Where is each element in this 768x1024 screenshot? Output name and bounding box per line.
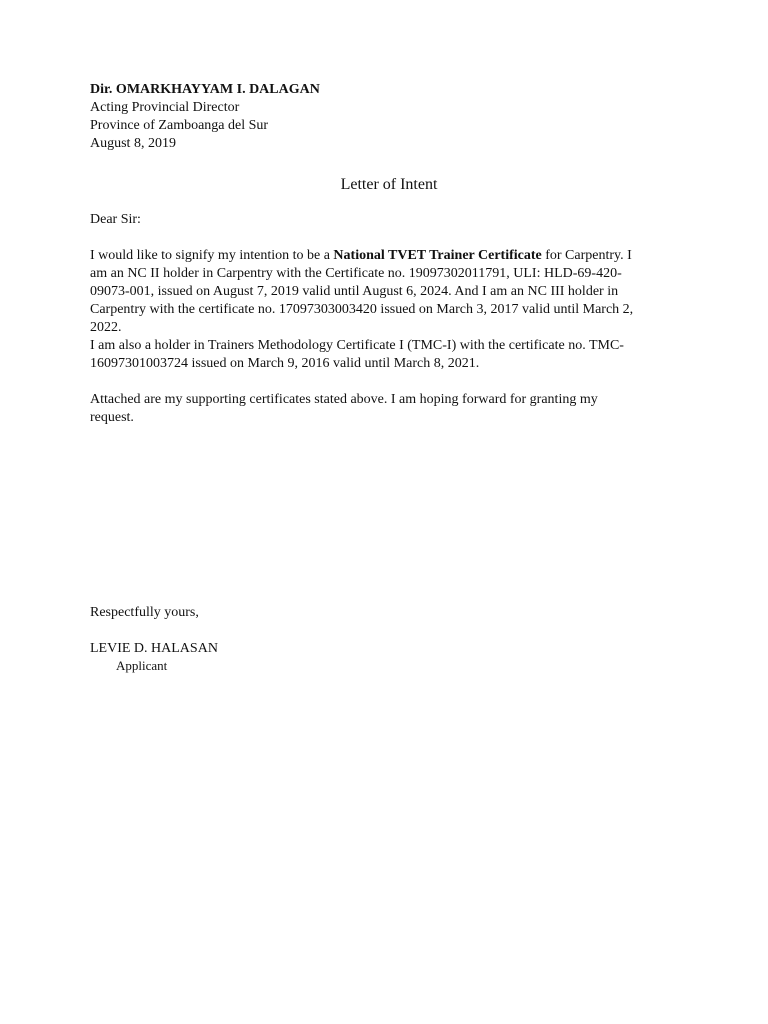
signature-role: Applicant [116,658,168,673]
paragraph1-line5: 2022. [90,320,122,335]
closing: Respectfully yours, [90,605,199,620]
paragraph1-line1-post: for Carpentry. I [541,248,632,263]
paragraph1-line2: am an NC II holder in Carpentry with the Certificate no. 19097302011791, ULI: HLD-69-420- [90,266,622,281]
paragraph1-line3: 09073-001, issued on August 7, 2019 valid until August 6, 2024. And I am an NC III holder in [90,284,619,299]
paragraph2-line1: Attached are my supporting certificates stated above. I am hoping forward for granting my [90,392,598,407]
paragraph1-line1 [90,247,632,265]
paragraph1-line1-pre: I would like to signify my intention to be a [90,248,334,263]
letter-date: August 8, 2019 [90,136,176,151]
certificate-name: National TVET Trainer Certificate [333,248,542,263]
paragraph2-line2: request. [90,410,134,425]
signature-name: LEVIE D. HALASAN [90,641,218,656]
paragraph1-line4: Carpentry with the certificate no. 17097303003420 issued on March 3, 2017 valid until March 2, [90,302,634,317]
paragraph1-line6: I am also a holder in Trainers Methodology Certificate I (TMC-I) with the certificate no. TMC- [90,338,624,353]
paragraph1-line7: 16097301003724 issued on March 9, 2016 valid until March 8, 2021. [90,356,480,371]
recipient-name: Dir. OMARKHAYYAM I. DALAGAN [90,82,320,97]
recipient-position: Acting Provincial Director [90,100,240,115]
salutation: Dear Sir: [90,212,141,227]
letter-title: Letter of Intent [340,176,438,193]
recipient-office: Province of Zamboanga del Sur [90,118,269,133]
